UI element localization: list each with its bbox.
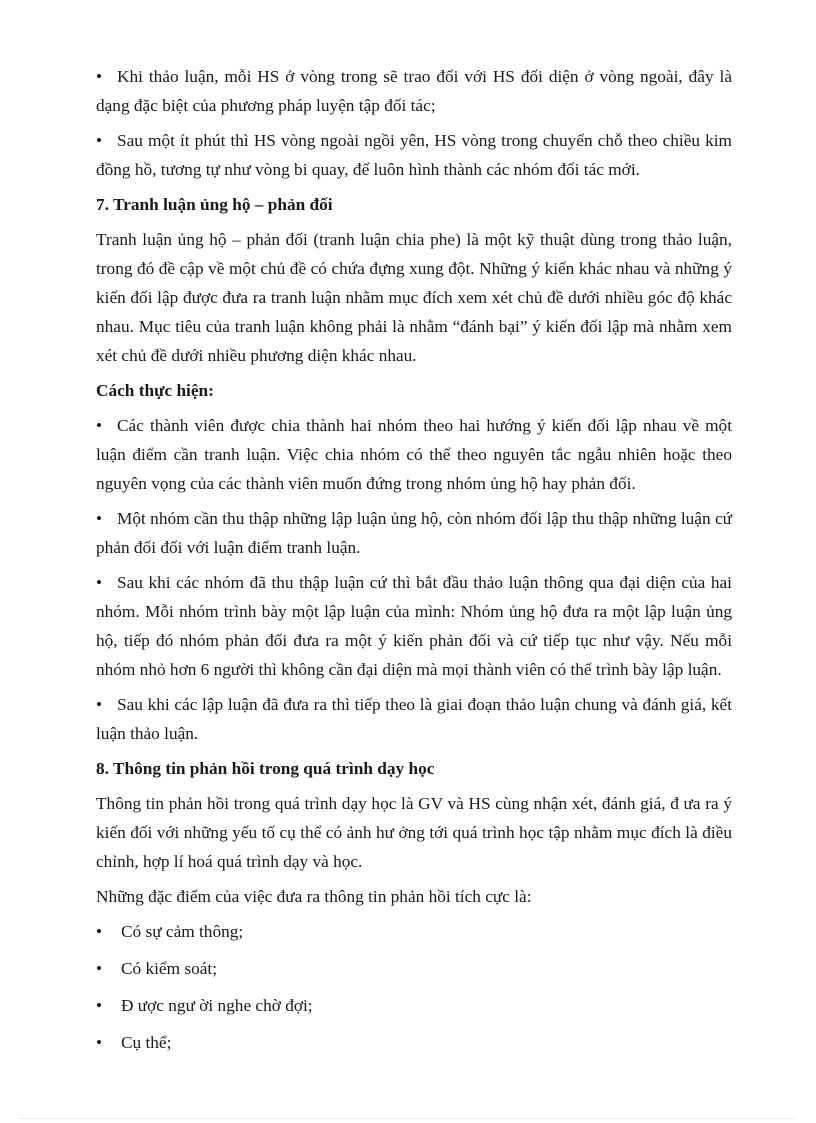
bullet-paragraph [96, 568, 732, 684]
bullet-text: Sau khi các nhóm đã thu thập luận cứ thì bắt đầu thảo luận thông qua đại diện của hai nhóm. Mỗi nhóm trình bày một lập luận của mình: Nhóm ủng hộ đưa ra một lập luận ủng hộ, tiếp đó nhóm phản đối đưa ra một ý kiến phản đối và cứ tiếp tục như vậy. Nếu mỗi nhóm nhỏ hơn 6 người thì không cần đại diện mà mọi thành viên có thể trình bày lập luận. [96, 573, 732, 679]
page-footer-divider [20, 1118, 796, 1119]
bullet-paragraph [96, 62, 732, 120]
list-item-text: Có kiểm soát; [121, 959, 218, 978]
list-item [96, 991, 732, 1020]
bullet-icon: • [96, 67, 103, 86]
list-item-text: Có sự cảm thông; [121, 922, 244, 941]
subsection-heading: Cách thực hiện: [96, 381, 214, 400]
list-item [96, 954, 732, 983]
list-item-text: Đ ược ngư ời nghe chờ đợi; [121, 996, 313, 1015]
bullet-text: Sau khi các lập luận đã đưa ra thì tiếp theo là giai đoạn thảo luận chung và đánh giá, kết luận thảo luận. [96, 695, 732, 743]
bullet-paragraph [96, 504, 732, 562]
bullet-paragraph [96, 411, 732, 498]
list-item [96, 917, 732, 946]
bullet-icon: • [96, 509, 103, 528]
bullet-text: Khi thảo luận, mỗi HS ở vòng trong sẽ trao đổi với HS đối diện ở vòng ngoài, đây là dạng đặc biệt của phương pháp luyện tập đối tác; [96, 67, 732, 115]
bullet-icon: • [96, 1033, 103, 1052]
bullet-icon: • [96, 922, 103, 941]
list-item-text: Cụ thể; [121, 1033, 172, 1052]
bullet-icon: • [96, 131, 103, 150]
section-heading: 8. Thông tin phản hồi trong quá trình dạy học [96, 759, 435, 778]
bullet-icon: • [96, 573, 103, 592]
list-item [96, 1028, 732, 1057]
bullet-paragraph [96, 126, 732, 184]
bullet-icon: • [96, 959, 103, 978]
section-heading: 7. Tranh luận ủng hộ – phản đối [96, 195, 333, 214]
bullet-text: Các thành viên được chia thành hai nhóm theo hai hướng ý kiến đối lập nhau về một luận điểm cần tranh luận. Việc chia nhóm có thể theo nguyên tắc ngẫu nhiên hoặc theo nguyên vọng của các thành viên muốn đứng trong nhóm ủng hộ hay phản đối. [96, 416, 732, 493]
bullet-icon: • [96, 416, 103, 435]
bullet-paragraph [96, 690, 732, 748]
bullet-text: Một nhóm cần thu thập những lập luận ủng hộ, còn nhóm đối lập thu thập những luận cứ phản đối đối với luận điểm tranh luận. [96, 509, 732, 557]
bullet-icon: • [96, 695, 103, 714]
document-page [96, 62, 732, 1065]
bullet-icon: • [96, 996, 103, 1015]
body-paragraph: Thông tin phản hồi trong quá trình dạy học là GV và HS cùng nhận xét, đánh giá, đ ưa ra ý kiến đối với những yếu tố cụ thể có ảnh hư ởng tới quá trình học tập nhằm mục đích là điều chỉnh, hợp lí hoá quá trình dạy và học. [96, 794, 732, 871]
body-paragraph: Những đặc điểm của việc đưa ra thông tin phản hồi tích cực là: [96, 887, 532, 906]
bullet-text: Sau một ít phút thì HS vòng ngoài ngồi yên, HS vòng trong chuyển chỗ theo chiều kim đồng hồ, tương tự như vòng bi quay, để luôn hình thành các nhóm đối tác mới. [96, 131, 732, 179]
body-paragraph: Tranh luận ủng hộ – phản đối (tranh luận chia phe) là một kỹ thuật dùng trong thảo luận, trong đó đề cập về một chủ đề có chứa đựng xung đột. Những ý kiến khác nhau và những ý kiến đối lập được đưa ra tranh luận nhằm mục đích xem xét chủ đề dưới nhiều góc độ khác nhau. Mục tiêu của tranh luận không phải là nhằm “đánh bại” ý kiến đối lập mà nhằm xem xét chủ đề dưới nhiều phương diện khác nhau. [96, 230, 732, 365]
